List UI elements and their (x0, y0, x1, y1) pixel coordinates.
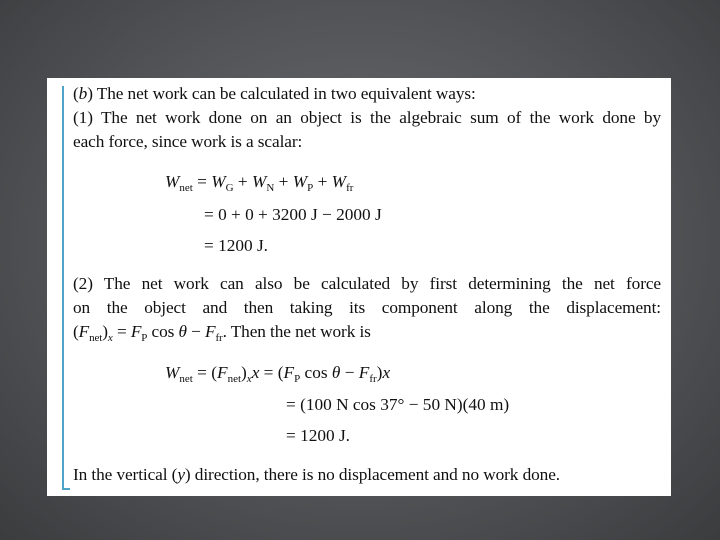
eq2-step2: = 1200 J. (286, 426, 350, 445)
method2-line3: $(F_{net})_x = F_P$ $\cos \theta - F_{fr}$. Then the net work is (73, 322, 371, 344)
eq2-step1: = (100 N cos 37° − 50 N)(40 m) (286, 395, 510, 414)
closing-line: In the vertical (y) direction, there is no displacement and no work done. (73, 465, 560, 484)
eq1-step2: = 1200 J. (204, 236, 268, 255)
eq2-line1: $W_{net} = (F_{net})_xx = (F_P$ $\cos \theta - F_{fr})x$ (165, 363, 391, 385)
method2-line2: on the object and then taking its component along the displacement: (73, 298, 661, 317)
method1-line1: (1) The net work done on an object is the algebraic sum of the work done by (73, 108, 661, 127)
left-bracket-decoration (62, 86, 70, 490)
content-panel (47, 78, 671, 496)
method2-line1: (2) The net work can also be calculated by first determining the net force (73, 274, 661, 293)
eq1-step1: = 0 + 0 + 3200 J − 2000 J (204, 205, 382, 224)
eq1-line1: $W_{net} = W_G + W_N + W_P + W_{fr}$ (165, 172, 354, 194)
method1-line2: each force, since work is a scalar: (73, 132, 303, 151)
intro-line: (b) The net work can be calculated in two equivalent ways: (73, 84, 476, 103)
